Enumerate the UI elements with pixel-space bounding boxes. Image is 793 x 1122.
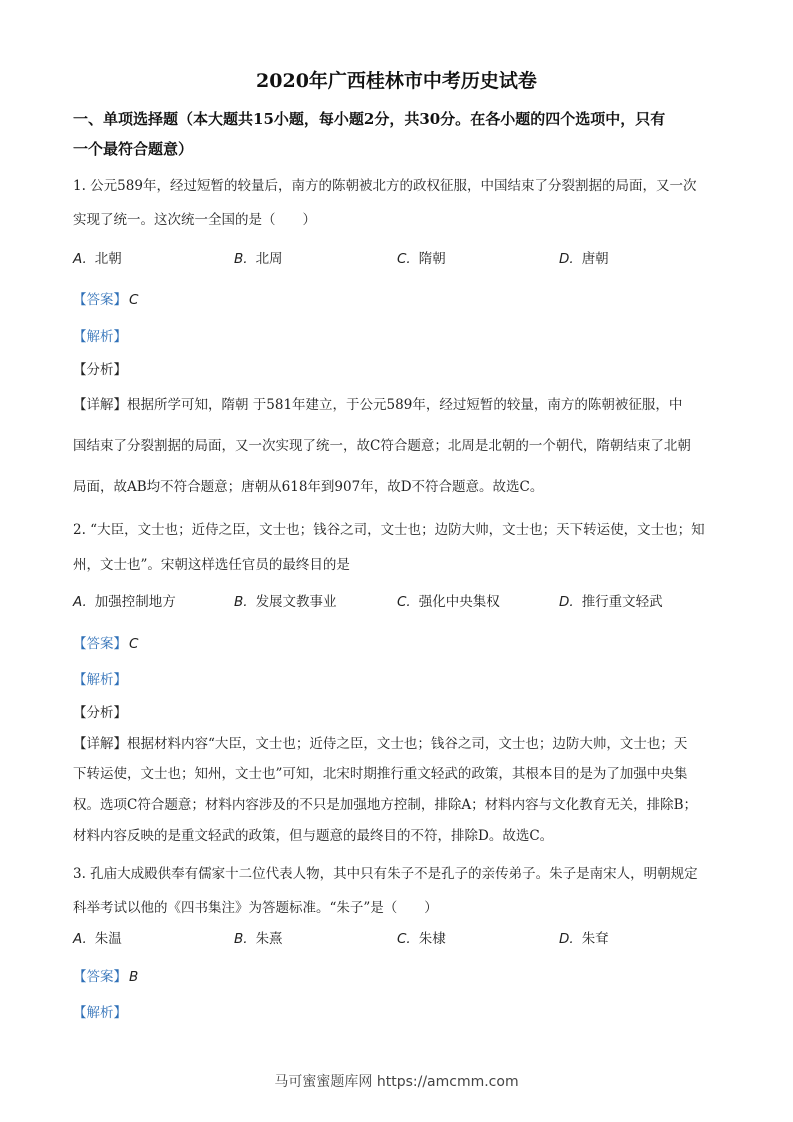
page-title: 2020年广西桂林市中考历史试卷 xyxy=(256,70,537,92)
q2-option-c xyxy=(397,592,500,612)
q1-option-c xyxy=(397,249,446,269)
answer-value: C xyxy=(129,636,139,652)
q2-option-d xyxy=(559,592,663,612)
option-text: 北朝 xyxy=(94,251,122,267)
q3-stem-line2: 科举考试以他的《四书集注》为答题标准。“朱子”是（ ） xyxy=(73,900,438,916)
q1-answer xyxy=(73,290,138,310)
q1-stem-line1: 1. 公元589年，经过短暂的较量后，南方的陈朝被北方的政权征服，中国结束了分裂割据的局面，又一次 xyxy=(73,178,697,194)
option-text: 推行重文轻武 xyxy=(581,594,663,610)
option-letter: C. xyxy=(397,594,411,610)
q3-stem-line1: 3. 孔庙大成殿供奉有儒家十二位代表人物，其中只有朱子不是孔子的亲传弟子。朱子是南宋人，明朝规定 xyxy=(73,866,698,882)
option-letter: B. xyxy=(234,251,248,267)
option-text: 朱熹 xyxy=(255,931,283,947)
q2-option-b xyxy=(234,592,337,612)
q1-stem-line2: 实现了统一。这次统一全国的是（ ） xyxy=(73,212,316,228)
section-heading-line1: 一、单项选择题（本大题共15小题，每小题2分，共30分。在各小题的四个选项中，只有 xyxy=(73,110,666,128)
option-text: 隋朝 xyxy=(418,251,446,267)
option-letter: A. xyxy=(73,594,87,610)
option-letter: C. xyxy=(397,251,411,267)
q1-detail-line1: 【详解】根据所学可知，隋朝 于581年建立，于公元589年，经过短暂的较量，南方的陈朝被征服，中 xyxy=(73,397,683,413)
option-text: 北周 xyxy=(255,251,283,267)
option-letter: C. xyxy=(397,931,411,947)
option-text: 朱温 xyxy=(94,931,122,947)
option-letter: B. xyxy=(234,594,248,610)
option-letter: D. xyxy=(559,594,574,610)
option-letter: A. xyxy=(73,931,87,947)
option-letter: D. xyxy=(559,931,574,947)
q2-detail-line4: 材料内容反映的是重文轻武的政策，但与题意的最终目的不符，排除D。故选C。 xyxy=(73,828,554,844)
q2-stem-line2: 州，文士也”。宋朝这样选任官员的最终目的是 xyxy=(73,557,350,573)
option-letter: B. xyxy=(234,931,248,947)
q1-detail-line3: 局面，故AB均不符合题意；唐朝从618年到907年，故D不符合题意。故选C。 xyxy=(73,479,544,495)
answer-label: 【答案】 xyxy=(73,636,127,652)
q2-detail-line2: 下转运使，文士也；知州，文士也”可知，北宋时期推行重文轻武的政策，其根本目的是为了加强中央集 xyxy=(73,766,688,782)
option-text: 加强控制地方 xyxy=(94,594,176,610)
answer-label: 【答案】 xyxy=(73,969,127,985)
q2-detail-line1: 【详解】根据材料内容“大臣，文士也；近侍之臣，文士也；钱谷之司，文士也；边防大帅，文士也；天 xyxy=(73,736,688,752)
answer-value: C xyxy=(129,292,139,308)
page-footer-watermark: 马可蜜蜜题库网 https://amcmm.com xyxy=(274,1074,519,1090)
q1-analysis-label: 【解析】 xyxy=(73,329,127,345)
q2-option-a xyxy=(73,592,176,612)
q3-option-d xyxy=(559,929,609,949)
q1-option-a xyxy=(73,249,122,269)
option-letter: D. xyxy=(559,251,574,267)
q3-option-c xyxy=(397,929,446,949)
q3-option-b xyxy=(234,929,283,949)
q2-fenxi-label: 【分析】 xyxy=(73,705,127,721)
q1-option-b xyxy=(234,249,283,269)
q3-analysis-label: 【解析】 xyxy=(73,1005,127,1021)
q2-answer xyxy=(73,634,138,654)
option-text: 朱耷 xyxy=(581,931,609,947)
section-heading-line2: 一个最符合题意） xyxy=(73,140,194,158)
option-letter: A. xyxy=(73,251,87,267)
q2-detail-line3: 权。选项C符合题意；材料内容涉及的不只是加强地方控制，排除A；材料内容与文化教育无关，排除B； xyxy=(73,797,697,813)
q3-answer xyxy=(73,967,138,987)
q1-option-d xyxy=(559,249,609,269)
q1-detail-line2: 国结束了分裂割据的局面，又一次实现了统一，故C符合题意；北周是北朝的一个朝代，隋朝结束了北朝 xyxy=(73,438,691,454)
q3-option-a xyxy=(73,929,122,949)
q2-stem-line1: 2. “大臣，文士也；近侍之臣，文士也；钱谷之司，文士也；边防大帅，文士也；天下转运使，文士也；知 xyxy=(73,522,705,538)
answer-label: 【答案】 xyxy=(73,292,127,308)
option-text: 唐朝 xyxy=(581,251,609,267)
option-text: 强化中央集权 xyxy=(418,594,500,610)
answer-value: B xyxy=(129,969,139,985)
q1-fenxi-label: 【分析】 xyxy=(73,362,127,378)
option-text: 发展文教事业 xyxy=(255,594,337,610)
option-text: 朱棣 xyxy=(418,931,446,947)
q2-analysis-label: 【解析】 xyxy=(73,672,127,688)
